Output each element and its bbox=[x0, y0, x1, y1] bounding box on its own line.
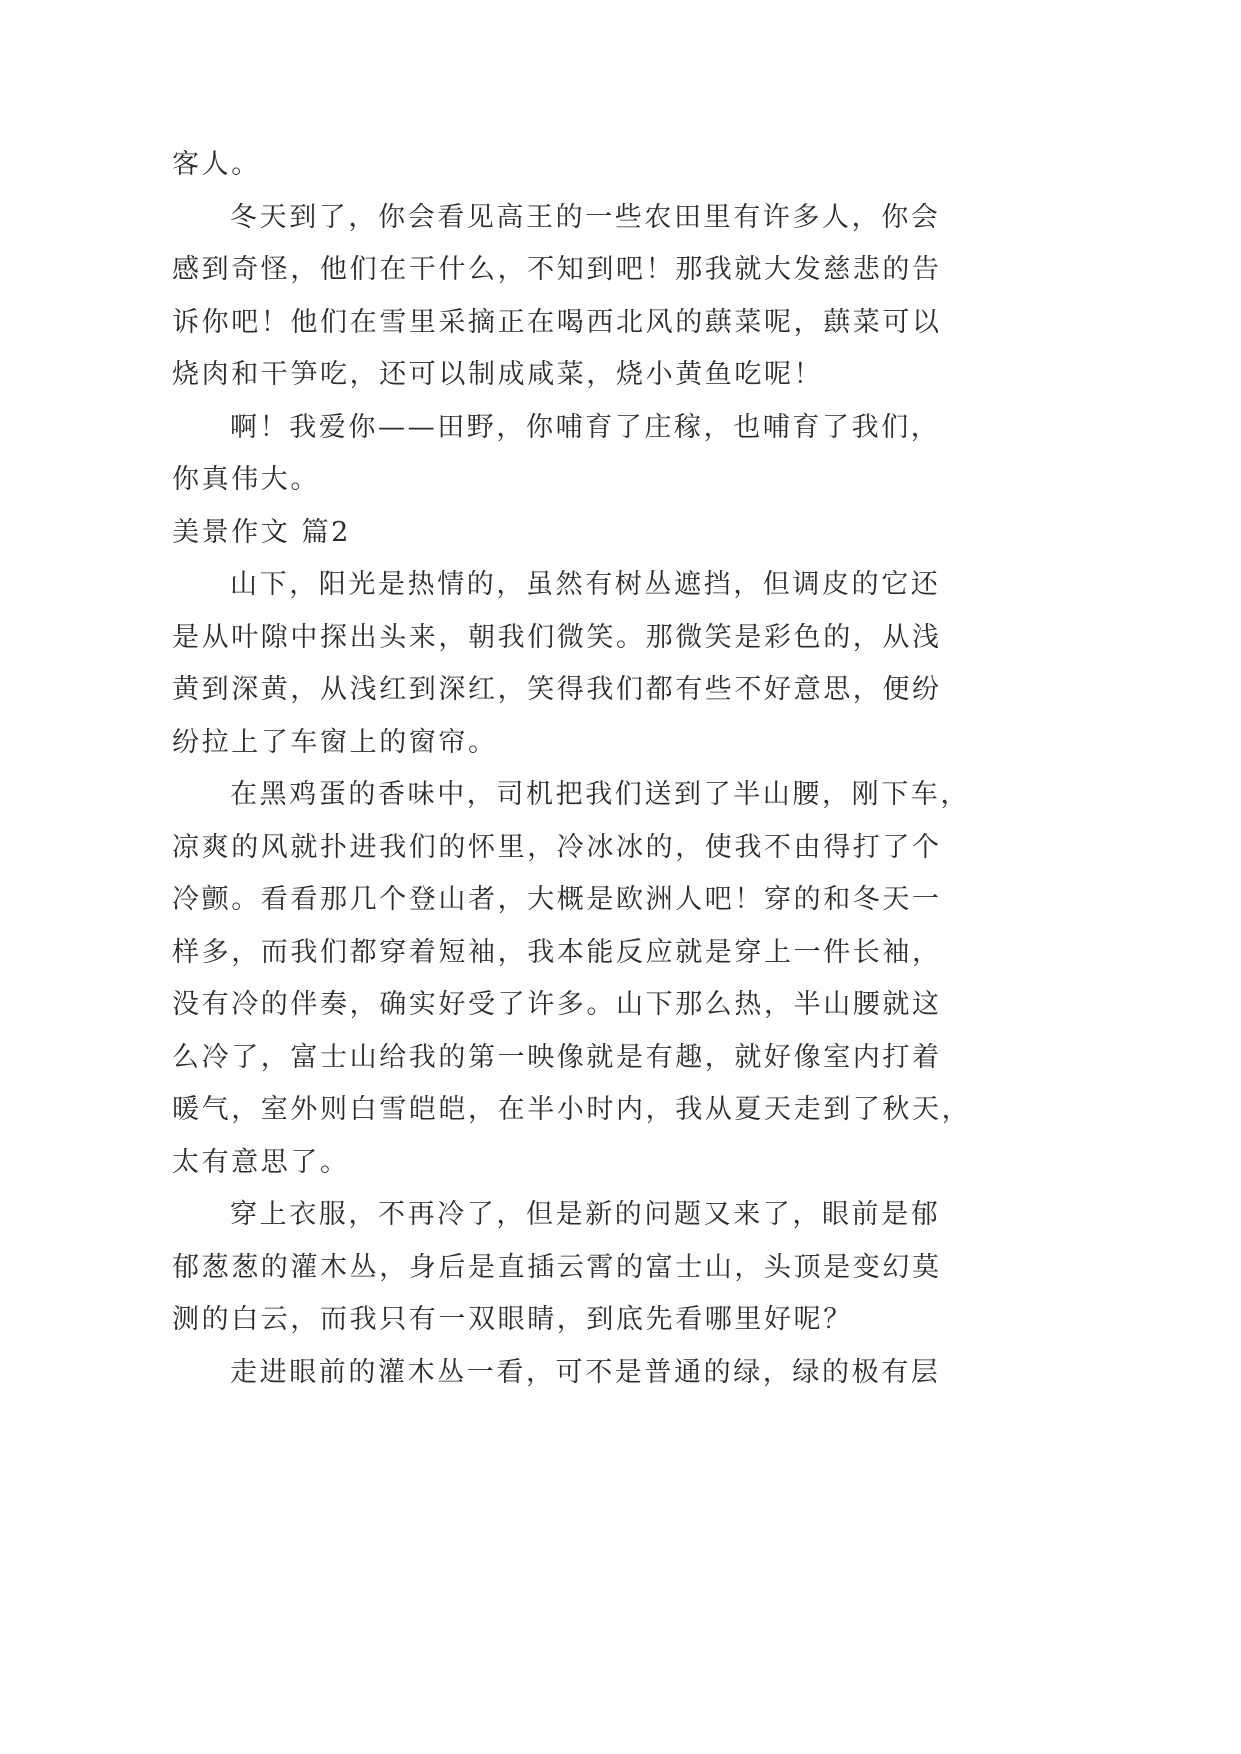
text-line: 黄到深黄，从浅红到深红，笑得我们都有些不好意思，便纷 bbox=[172, 674, 942, 705]
text-line: 诉你吧！他们在雪里采摘正在喝西北风的蕻菜呢，蕻菜可以 bbox=[172, 306, 942, 338]
text-line: 冬天到了，你会看见高王的一些农田里有许多人，你会 bbox=[230, 201, 941, 233]
text-line: 暖气，室外则白雪皑皑，在半小时内，我从夏天走到了秋天， bbox=[172, 1094, 972, 1125]
text-line: 烧肉和干笋吃，还可以制成咸菜，烧小黄鱼吃呢！ bbox=[172, 359, 824, 390]
paragraph bbox=[172, 139, 972, 192]
text-line: 是从叶隙中探出头来，朝我们微笑。那微笑是彩色的，从浅 bbox=[172, 621, 942, 653]
paragraph bbox=[172, 1347, 972, 1400]
text-line: 太有意思了。 bbox=[172, 1146, 350, 1178]
paragraph bbox=[172, 402, 972, 507]
text-line: 测的白云，而我只有一双眼睛，到底先看哪里好呢？ bbox=[172, 1304, 853, 1335]
section-heading: 美景作文 篇2 bbox=[172, 516, 351, 548]
paragraph bbox=[172, 559, 972, 769]
text-line: 你真伟大。 bbox=[172, 464, 320, 495]
text-line: 在黑鸡蛋的香味中，司机把我们送到了半山腰，刚下车， bbox=[230, 779, 970, 810]
text-line: 凉爽的风就扑进我们的怀里，冷冰冰的，使我不由得打了个 bbox=[172, 831, 942, 863]
text-line: 么冷了，富士山给我的第一映像就是有趣，就好像室内打着 bbox=[172, 1041, 942, 1073]
text-line: 客人。 bbox=[172, 149, 261, 180]
document-page bbox=[172, 139, 972, 1399]
text-line: 啊！我爱你——田野，你哺育了庄稼，也哺育了我们， bbox=[230, 411, 941, 443]
text-line: 感到奇怪，他们在干什么，不知到吧！那我就大发慈悲的告 bbox=[172, 254, 942, 285]
paragraph bbox=[172, 1189, 972, 1347]
text-line: 走进眼前的灌木丛一看，可不是普通的绿，绿的极有层 bbox=[230, 1356, 941, 1388]
text-line: 样多，而我们都穿着短袖，我本能反应就是穿上一件长袖， bbox=[172, 936, 942, 968]
paragraph bbox=[172, 769, 972, 1189]
text-line: 穿上衣服，不再冷了，但是新的问题又来了，眼前是郁 bbox=[230, 1199, 941, 1230]
text-line: 郁葱葱的灌木丛，身后是直插云霄的富士山，头顶是变幻莫 bbox=[172, 1251, 942, 1283]
paragraph bbox=[172, 192, 972, 402]
text-line: 没有冷的伴奏，确实好受了许多。山下那么热，半山腰就这 bbox=[172, 989, 942, 1020]
text-line: 冷颤。看看那几个登山者，大概是欧洲人吧！穿的和冬天一 bbox=[172, 884, 942, 915]
text-line: 纷拉上了车窗上的窗帘。 bbox=[172, 726, 498, 758]
text-line: 山下，阳光是热情的，虽然有树丛遮挡，但调皮的它还 bbox=[230, 569, 941, 600]
